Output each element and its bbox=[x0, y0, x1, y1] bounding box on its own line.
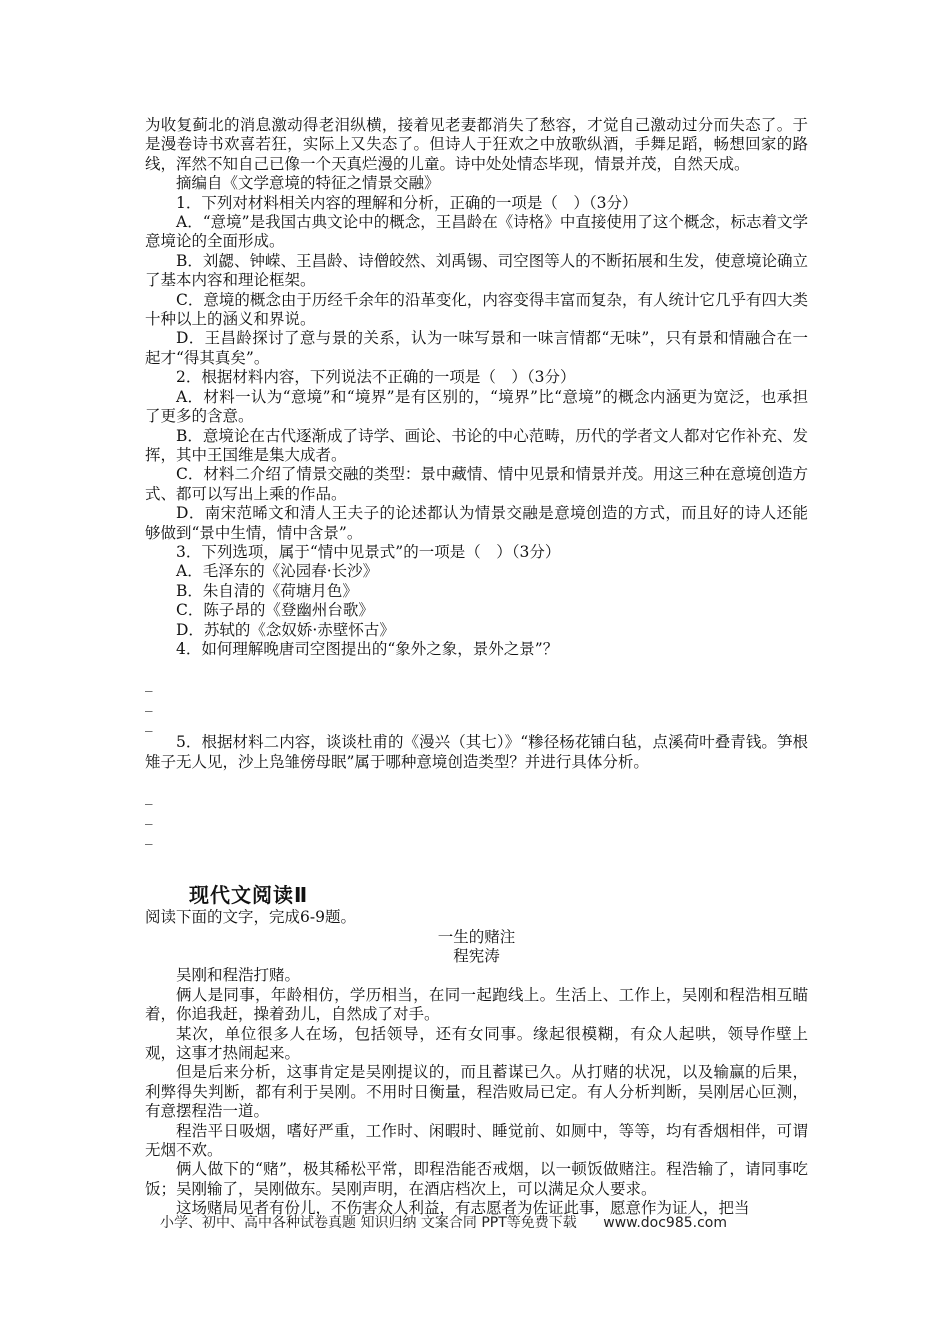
section-instruction: 阅读下面的文字，完成6-9题。 bbox=[145, 908, 356, 927]
q2-option-b: B．意境论在古代逐渐成了诗学、画论、书论的中心范畴，历代的学者文人都对它作补充、发挥，其中王国维是集大成者。 bbox=[145, 426, 808, 464]
story-paragraph: 但是后来分析，这事肯定是吴刚提议的，而且蓄谋已久。从打赌的状况，以及输赢的后果，利弊得失判断，都有利于吴刚。不用时日衡量，程浩败局已定。有人分析判断，吴刚居心叵测，有意摆程浩一道。 bbox=[145, 1063, 808, 1121]
q4-stem: 4．如何理解晚唐司空图提出的“象外之象，景外之景”？ bbox=[176, 639, 559, 658]
q1-option-b: B．刘勰、钟嵘、王昌龄、诗僧皎然、刘禹锡、司空图等人的不断拓展和生发，使意境论确立了基本内容和理论框架。 bbox=[145, 251, 808, 290]
q3-stem: 3．下列选项，属于“情中见景式”的一项是（ ）（3分） bbox=[176, 542, 561, 561]
q5-answer-line[interactable]: _ bbox=[145, 807, 153, 826]
q1-option-d: D．王昌龄探讨了意与景的关系，认为一味写景和一味言情都“无味”，只有景和情融合在一起才“得其真矣”。 bbox=[145, 329, 808, 367]
story-paragraph: 俩人做下的“赌”，极其稀松平常，即程浩能否戒烟，以一顿饭做赌注。程浩输了，请同事吃饭；吴刚输了，吴刚做东。吴刚声明，在酒店档次上，可以满足众人要求。 bbox=[145, 1160, 808, 1198]
q5-answer-line[interactable]: _ bbox=[145, 787, 153, 806]
q3-option-b: B．朱自清的《荷塘月色》 bbox=[176, 581, 358, 600]
q3-option-c: C．陈子昂的《登幽州台歌》 bbox=[176, 601, 374, 620]
q1-option-c: C．意境的概念由于历经千余年的沿革变化，内容变得丰富而复杂，有人统计它几乎有四大类十种以上的涵义和界说。 bbox=[145, 290, 808, 329]
page-footer bbox=[160, 1212, 800, 1232]
story-title: 一生的赌注 bbox=[437, 927, 516, 946]
section-title: 现代文阅读Ⅱ bbox=[189, 883, 309, 908]
q2-option-c: C．材料二介绍了情景交融的类型：景中藏情、情中见景和情景并茂。用这三种在意境创造方式、都可以写出上乘的作品。 bbox=[145, 465, 808, 503]
story-paragraph: 这场赌局见者有份儿，不伤害众人利益，有志愿者为佐证此事，愿意作为证人，把当 bbox=[176, 1199, 750, 1218]
q2-option-d: D．南宋范晞文和清人王夫子的论述都认为情景交融是意境创造的方式，而且好的诗人还能够做到“景中生情，情中含景”。 bbox=[145, 504, 808, 542]
q5-stem: 5．根据材料二内容，谈谈杜甫的《漫兴（其七）》“糁径杨花铺白毡，点溪荷叶叠青钱。笋根雉子无人见，沙上凫雏傍母眠”属于哪种意境创造类型？并进行具体分析。 bbox=[145, 733, 808, 771]
footer-url[interactable]: www.doc985.com bbox=[603, 1215, 727, 1231]
story-paragraph: 俩人是同事，年龄相仿，学历相当，在同一起跑线上。生活上、工作上，吴刚和程浩相互瞄着，你追我赶，操着劲儿，自然成了对手。 bbox=[145, 985, 808, 1024]
story-author: 程宪涛 bbox=[453, 947, 500, 965]
q4-answer-line[interactable]: _ bbox=[145, 714, 153, 733]
document-body bbox=[145, 116, 808, 1219]
q4-answer-line[interactable]: _ bbox=[145, 694, 153, 713]
material2-paragraph-end: 为收复蓟北的消息激动得老泪纵横，接着见老妻都消失了愁容，才觉自己激动过分而失态了。于是漫卷诗书欢喜若狂，实际上又失态了。但诗人于狂欢之中放歌纵酒，手舞足蹈，畅想回家的路线，浑然不知自己已像一个天真烂漫的儿童。诗中处处情态毕现，情景并茂，自然天成。 bbox=[145, 116, 808, 173]
story-paragraph: 某次，单位很多人在场，包括领导，还有女同事。缘起很模糊，有众人起哄，领导作壁上观，这事才热闹起来。 bbox=[145, 1024, 808, 1063]
q1-option-a: A．“意境”是我国古典文论中的概念，王昌龄在《诗格》中直接使用了这个概念，标志着文学意境论的全面形成。 bbox=[145, 213, 808, 251]
q1-stem: 1．下列对材料相关内容的理解和分析，正确的一项是（ ）（3分） bbox=[176, 193, 638, 212]
footer-text: 小学、初中、高中各种试卷真题 知识归纳 文案合同 PPT等免费下载 bbox=[160, 1215, 577, 1231]
material2-source: 摘编自《文学意境的特征之情景交融》 bbox=[176, 174, 440, 193]
q5-answer-line[interactable]: _ bbox=[145, 827, 153, 846]
q4-answer-line[interactable]: _ bbox=[145, 674, 153, 693]
q3-option-d: D．苏轼的《念奴娇·赤壁怀古》 bbox=[176, 620, 395, 639]
q3-option-a: A．毛泽东的《沁园春·长沙》 bbox=[176, 562, 379, 581]
q2-option-a: A．材料一认为“意境”和“境界”是有区别的，“境界”比“意境”的概念内涵更为宽泛，也承担了更多的含意。 bbox=[145, 387, 808, 426]
story-paragraph: 吴刚和程浩打赌。 bbox=[176, 966, 301, 985]
q2-stem: 2．根据材料内容，下列说法不正确的一项是（ ）（3分） bbox=[176, 368, 576, 387]
story-paragraph: 程浩平日吸烟，嗜好严重，工作时、闲暇时、睡觉前、如厕中，等等，均有香烟相伴，可谓无烟不欢。 bbox=[145, 1121, 808, 1160]
